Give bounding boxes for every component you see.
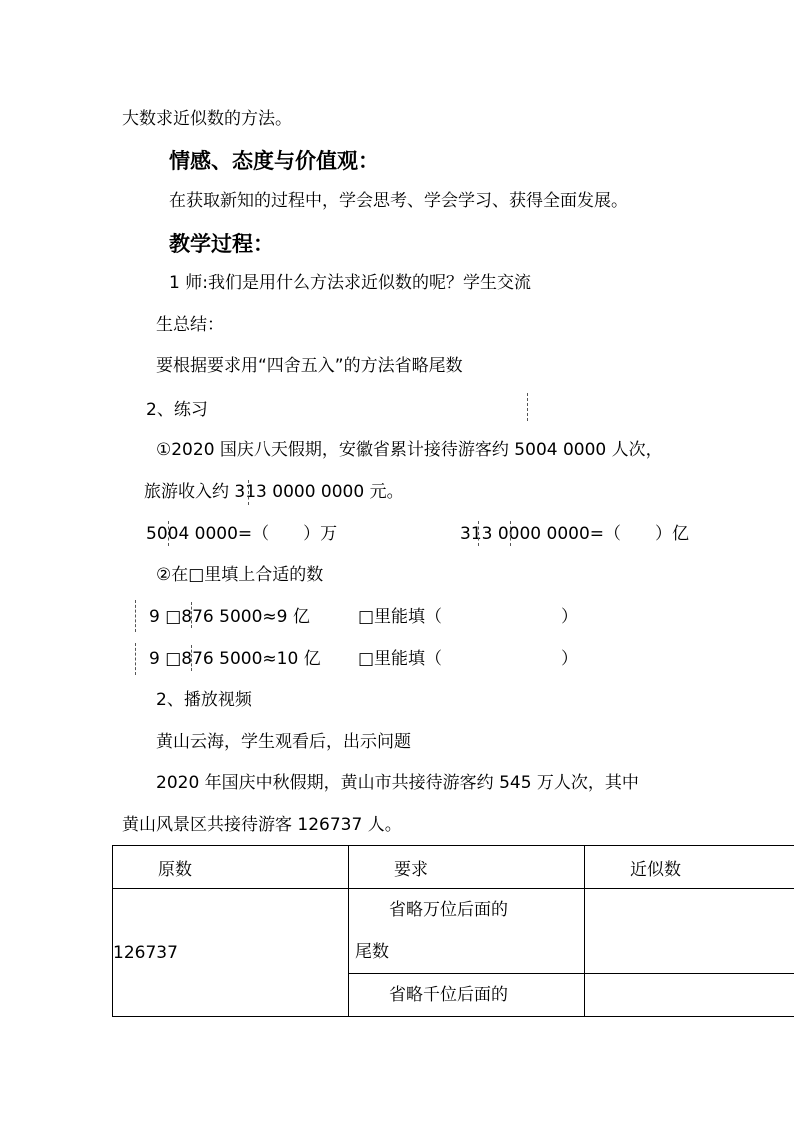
header-approximation: 近似数	[585, 846, 794, 889]
text-line-11b: □里能填（ ）	[358, 607, 579, 627]
cell-original-number: 126737	[113, 889, 349, 1017]
text-line-12a: 9 □876 5000≈10 亿	[149, 649, 321, 669]
table-header-row	[113, 846, 794, 889]
requirement-1-line-a: 省略万位后面的	[389, 900, 508, 920]
header-original: 原数	[113, 846, 349, 889]
text-line-3: 1 师:我们是用什么方法求近似数的呢？学生交流	[169, 273, 531, 293]
header-requirement: 要求	[349, 846, 585, 889]
cell-approximation-2	[585, 974, 794, 1017]
dashed-marker-9	[191, 645, 192, 671]
requirement-1-line-b: 尾数	[355, 942, 389, 962]
text-line-2: 在获取新知的过程中，学会思考、学会学习、获得全面发展。	[169, 191, 628, 211]
text-line-12b: □里能填（ ）	[358, 649, 579, 669]
dashed-marker-4	[478, 521, 479, 546]
dashed-marker-3	[168, 521, 169, 546]
text-line-6: 2、练习	[146, 400, 208, 420]
dashed-marker-8	[135, 643, 136, 675]
requirement-2-line-a: 省略千位后面的	[389, 985, 508, 1005]
heading-affect: 情感、态度与价值观：	[169, 149, 379, 173]
dashed-marker-7	[191, 602, 192, 628]
text-line-1: 大数求近似数的方法。	[122, 109, 292, 129]
cell-approximation-1	[585, 889, 794, 974]
dashed-marker-1	[527, 393, 528, 421]
text-line-16: 黄山风景区共接待游客 126737 人。	[122, 815, 402, 835]
text-line-5: 要根据要求用“四舍五入”的方法省略尾数	[156, 356, 463, 376]
text-line-14: 黄山云海，学生观看后，出示问题	[156, 732, 411, 752]
text-line-11a: 9 □876 5000≈9 亿	[149, 607, 310, 627]
text-line-9a: 5004 0000=（ ）万	[146, 524, 338, 544]
text-line-9b: 313 0000 0000=（ ）亿	[460, 524, 690, 544]
dashed-marker-5	[510, 521, 511, 546]
dashed-marker-2	[248, 480, 249, 505]
table-row	[113, 889, 794, 974]
text-line-7: ①2020 国庆八天假期，安徽省累计接待游客约 5004 0000 人次，	[156, 440, 663, 460]
cell-requirement-2	[349, 974, 585, 1017]
approximation-table	[112, 845, 794, 1017]
dashed-marker-6	[135, 600, 136, 632]
text-line-10: ②在□里填上合适的数	[156, 565, 324, 585]
heading-process: 教学过程：	[169, 232, 274, 256]
cell-requirement-1	[349, 889, 585, 974]
text-line-8: 旅游收入约 313 0000 0000 元。	[144, 482, 404, 502]
text-line-15: 2020 年国庆中秋假期，黄山市共接待游客约 545 万人次，其中	[156, 773, 639, 793]
text-line-13: 2、播放视频	[156, 690, 252, 710]
text-line-4: 生总结：	[156, 315, 224, 335]
